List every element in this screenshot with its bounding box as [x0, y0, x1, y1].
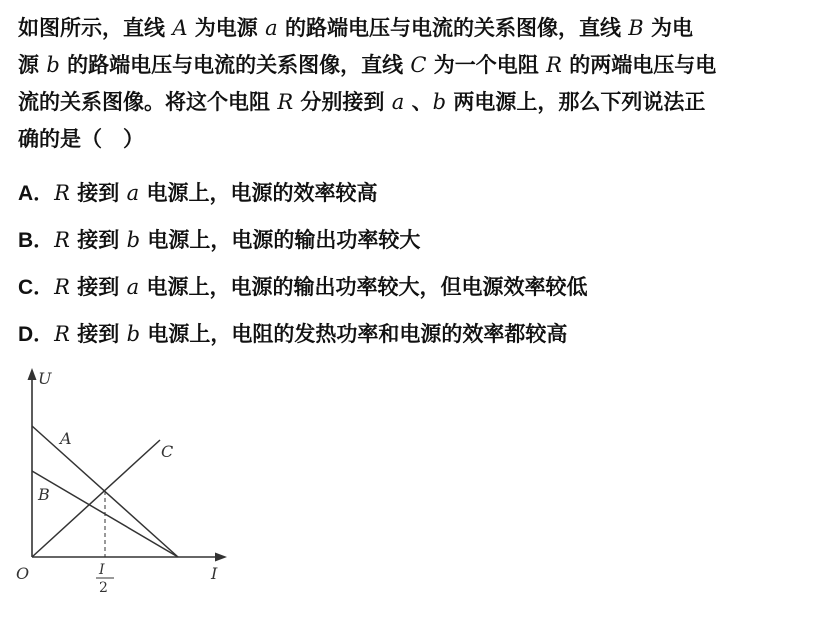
- text: 的路端电压与电流的关系图像，直线: [59, 53, 411, 77]
- text: 电源上，电源的效率较高: [139, 181, 378, 205]
- ui-graph: [10, 362, 250, 606]
- text: 的路端电压与电流的关系图像，直线: [277, 16, 629, 40]
- variable: A: [172, 16, 188, 40]
- variable: a: [126, 275, 140, 299]
- text: 为电: [643, 16, 694, 40]
- text: 接到: [69, 228, 127, 252]
- option-a[interactable]: [18, 177, 377, 207]
- question-text: [18, 10, 828, 158]
- variable: b: [126, 322, 141, 346]
- ui-graph-svg: [10, 362, 250, 602]
- text: 电源上，电源的输出功率较大，但电源效率较低: [139, 275, 588, 299]
- variable: a: [126, 181, 140, 205]
- option-letter: B．: [18, 229, 55, 252]
- origin-label: O: [16, 564, 30, 583]
- text: 为一个电阻: [426, 53, 547, 77]
- variable: R: [54, 275, 70, 299]
- text: 源: [18, 53, 47, 77]
- variable: b: [432, 90, 447, 114]
- option-c[interactable]: [18, 271, 587, 301]
- text: 电源上，电源的输出功率较大: [140, 228, 421, 252]
- variable: a: [265, 16, 278, 40]
- variable: R: [546, 53, 562, 77]
- line-a-label: A: [60, 429, 72, 448]
- text: 如图所示，直线: [18, 16, 173, 40]
- question-line-1: [18, 10, 828, 47]
- line-c-label: C: [161, 442, 174, 461]
- y-axis-arrow: [28, 368, 37, 380]
- text: 电源上，电阻的发热功率和电源的效率都较高: [140, 322, 568, 346]
- text: 接到: [69, 322, 127, 346]
- line-c: [32, 440, 160, 557]
- text: 、: [404, 90, 433, 114]
- tick-numerator: I: [99, 562, 105, 578]
- text: 两电源上，那么下列说法正: [446, 90, 706, 114]
- option-letter: D．: [18, 323, 55, 346]
- question-line-3: [18, 84, 828, 121]
- variable: C: [410, 53, 427, 77]
- variable: a: [391, 90, 405, 114]
- option-letter: C．: [18, 276, 55, 299]
- option-d[interactable]: [18, 318, 567, 348]
- variable: R: [54, 228, 70, 252]
- text: 接到: [69, 275, 127, 299]
- text: 的两端电压与电: [561, 53, 717, 77]
- line-b-label: B: [38, 485, 50, 504]
- variable: R: [277, 90, 294, 114]
- text: 流的关系图像。将这个电阻: [18, 90, 278, 114]
- variable: b: [46, 53, 60, 77]
- variable: b: [126, 228, 141, 252]
- y-axis-label: U: [38, 369, 52, 388]
- tick-denominator: 2: [99, 580, 108, 596]
- question-line-2: [18, 47, 828, 84]
- variable: R: [54, 181, 70, 205]
- text: 接到: [69, 181, 127, 205]
- option-letter: A．: [18, 182, 55, 205]
- x-axis-arrow: [215, 553, 227, 562]
- text: 分别接到: [293, 90, 392, 114]
- question-line-4: [18, 121, 828, 158]
- option-b[interactable]: [18, 224, 420, 254]
- variable: R: [54, 322, 70, 346]
- text: 确的是（ ）: [18, 127, 144, 151]
- x-axis-label: I: [211, 564, 218, 583]
- text: 为电源: [187, 16, 266, 40]
- variable: B: [628, 16, 644, 40]
